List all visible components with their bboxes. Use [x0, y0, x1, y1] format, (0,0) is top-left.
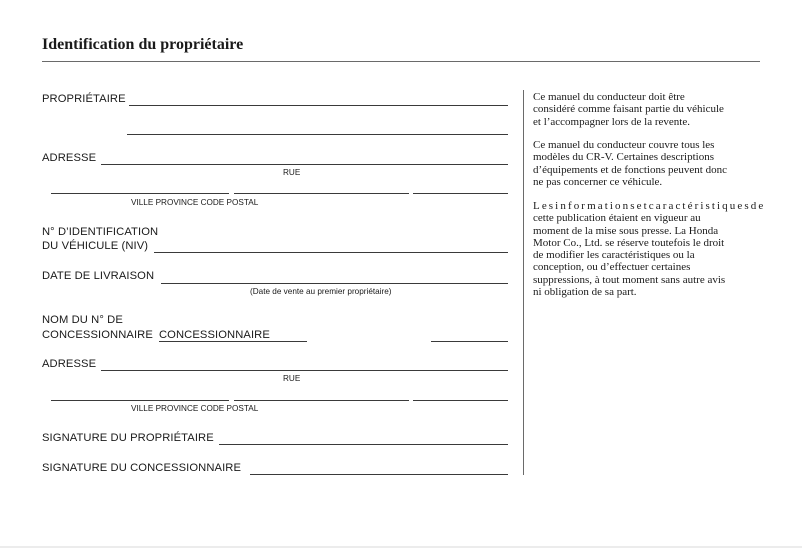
delivery-date-label: DATE DE LIVRAISON	[42, 270, 155, 282]
owner-name-field-2[interactable]	[127, 134, 508, 135]
dealer-signature-label: SIGNATURE DU CONCESSIONNAIRE	[42, 462, 242, 474]
title-divider	[42, 61, 760, 62]
note-3-line: suppressions, à tout moment sans autre avis	[533, 273, 726, 286]
owner-label: PROPRIÉTAIRE	[42, 93, 126, 105]
owner-name-field[interactable]	[129, 105, 508, 106]
dealer-label-line1: NOM DU N° DE	[42, 314, 123, 326]
owner-signature-field[interactable]	[219, 444, 508, 445]
note-paragraph-2	[533, 139, 802, 188]
owner-street-caption: RUE	[283, 168, 301, 177]
note-paragraph-1	[533, 91, 802, 128]
owner-city-field[interactable]	[51, 193, 229, 194]
dealer-postal-field[interactable]	[413, 400, 508, 401]
owner-postal-field[interactable]	[413, 193, 508, 194]
dealer-number-field[interactable]	[431, 341, 508, 342]
dealer-address-label: ADRESSE	[42, 358, 97, 370]
dealer-street-field[interactable]	[101, 370, 508, 371]
page-title: Identification du propriétaire	[42, 36, 244, 53]
dealer-street-caption: RUE	[283, 374, 301, 383]
note-2-line: modèles du CR-V. Certaines descriptions	[533, 151, 714, 164]
note-3-line: Lesinformationsetcaractéristiquesde	[533, 200, 766, 212]
column-divider	[523, 90, 524, 475]
owner-signature-label: SIGNATURE DU PROPRIÉTAIRE	[42, 432, 214, 444]
note-3-line: Motor Co., Ltd. se réserve toutefois le droit	[533, 236, 725, 249]
owner-city-caption: VILLE PROVINCE CODE POSTAL	[131, 198, 259, 207]
note-3-line: moment de la mise sous presse. La Honda	[533, 224, 719, 237]
note-1-line: considéré comme faisant partie du véhicule	[533, 103, 724, 116]
note-2-line: Ce manuel du conducteur couvre tous les	[533, 139, 715, 151]
note-1-line: Ce manuel du conducteur doit être	[533, 91, 685, 103]
owner-street-field[interactable]	[101, 164, 508, 165]
dealer-field-text: CONCESSIONNAIRE	[159, 329, 270, 341]
dealer-label-line2: CONCESSIONNAIRE	[42, 329, 153, 341]
owner-province-field[interactable]	[234, 193, 409, 194]
dealer-signature-field[interactable]	[250, 474, 508, 475]
note-1-line: et l’accompagner lors de la revente.	[533, 115, 690, 128]
delivery-date-caption: (Date de vente au premier propriétaire)	[250, 287, 392, 296]
dealer-city-field[interactable]	[51, 400, 229, 401]
note-3-line: cette publication étaient en vigueur au	[533, 212, 701, 225]
note-3-line: de modifier les caractéristiques ou la	[533, 249, 695, 262]
note-2-line: d’équipements et de fonctions peuvent donc	[533, 163, 727, 176]
vin-label-line1: N° D’IDENTIFICATION	[42, 226, 159, 238]
owner-address-label: ADRESSE	[42, 152, 97, 164]
note-3-line: conception, ou d’effectuer certaines	[533, 261, 691, 274]
note-2-line: ne pas concerner ce véhicule.	[533, 175, 663, 188]
dealer-city-caption: VILLE PROVINCE CODE POSTAL	[131, 404, 259, 413]
dealer-province-field[interactable]	[234, 400, 409, 401]
note-3-line: ni obligation de sa part.	[533, 286, 637, 299]
dealer-name-field[interactable]	[159, 341, 307, 342]
note-paragraph-3	[533, 200, 802, 298]
vin-label-line2: DU VÉHICULE (NIV)	[42, 240, 149, 252]
vin-field[interactable]	[154, 252, 508, 253]
delivery-date-field[interactable]	[161, 283, 508, 284]
